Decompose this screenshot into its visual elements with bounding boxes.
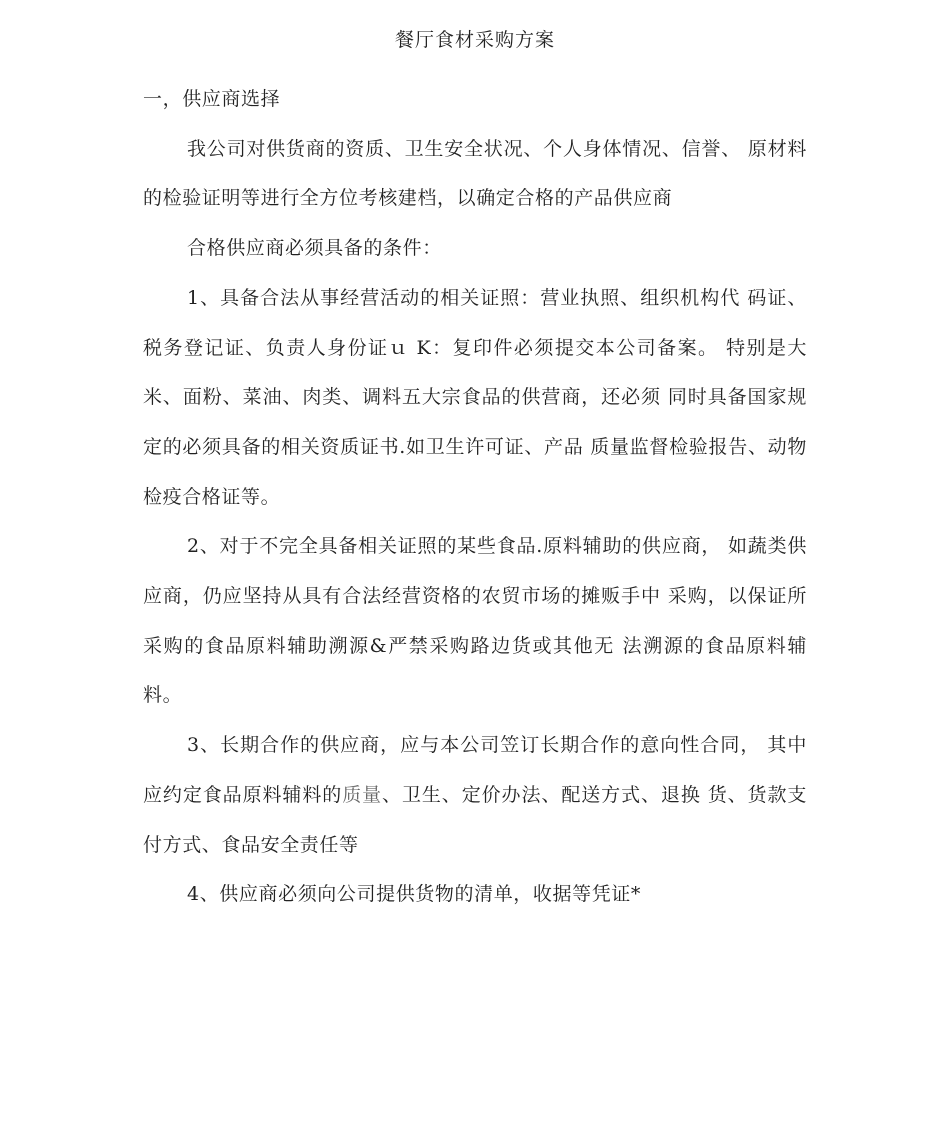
condition-item-3	[143, 721, 807, 870]
item-3-highlight: 质量	[342, 783, 383, 806]
item-3-text-after: 、卫生、定价办法、配送方式、退换 货、货款支付方式、食品安全责任等	[143, 783, 807, 856]
condition-item-4: 4、供应商必须向公司提供货物的清单，收据等凭证*	[187, 883, 641, 906]
condition-item-1: 1、具备合法从事经营活动的相关证照：营业执照、组织机构代 码证、税务登记证、负责人身份证ｕ K：复印件必须提交本公司备案。 特别是大米、面粉、菜油、肉类、调料五大宗食品的供营商，还必须 同时具备国家规定的必须具备的相关资质证书.如卫生许可证、产品 质量监督检验报告、动物检疫合格证等。	[143, 286, 807, 508]
item-3-text-before: 3、长期合作的供应商，应与本公司笠订长期合作的意向性合同， 其中应约定食品原料辅料的	[143, 734, 807, 806]
condition-item-2: 2、对于不完全具备相关证照的某些食品.原料辅助的供应商， 如蔬类供应商，仍应坚持从具有合法经营资格的农贸市场的摊贩手中 采购，以保证所采购的食品原料辅助溯源&严禁采购路边货或其他无 法溯源的食品原料辅料。	[143, 535, 807, 707]
intro-paragraph: 我公司对供货商的资质、卫生安全状况、个人身体情况、信誉、 原材料的检验证明等进行全方位考核建档，以确定合格的产品供应商	[143, 137, 807, 210]
document-body	[143, 75, 807, 920]
document-title: 餐厅食材采购方案	[394, 29, 555, 51]
section-heading: 一，供应商选择	[143, 88, 281, 110]
conditions-heading: 合格供应商必须具备的条件：	[187, 237, 442, 260]
